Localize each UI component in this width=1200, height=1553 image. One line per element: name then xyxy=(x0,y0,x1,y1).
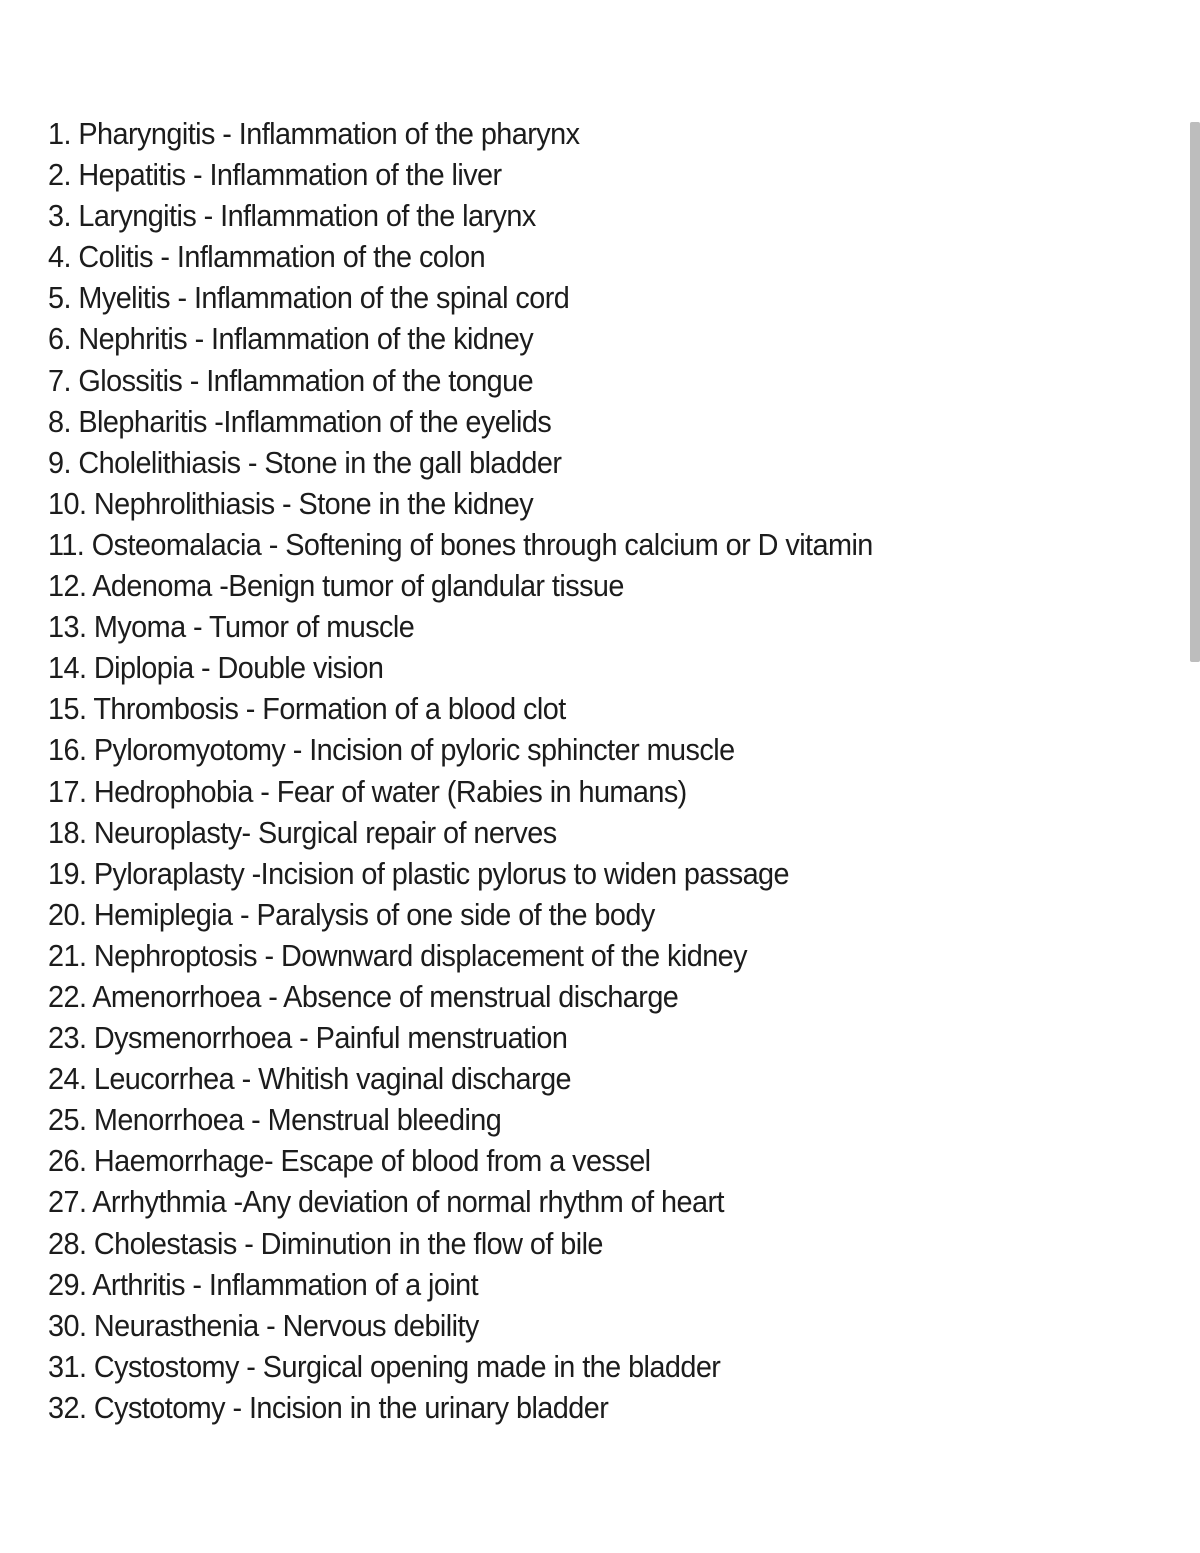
list-item: 8. Blepharitis -Inflammation of the eyelids xyxy=(48,403,552,439)
list-item: 4. Colitis - Inflammation of the colon xyxy=(48,239,486,275)
medical-terms-list xyxy=(48,113,1148,1428)
list-item: 11. Osteomalacia - Softening of bones through calcium or D vitamin xyxy=(48,526,873,562)
list-item: 18. Neuroplasty- Surgical repair of nerves xyxy=(48,814,557,850)
list-item: 24. Leucorrhea - Whitish vaginal discharge xyxy=(48,1061,572,1097)
document-body xyxy=(48,113,1148,1428)
list-item: 23. Dysmenorrhoea - Painful menstruation xyxy=(48,1020,568,1056)
list-item: 3. Laryngitis - Inflammation of the larynx xyxy=(48,198,536,234)
list-item: 26. Haemorrhage- Escape of blood from a vessel xyxy=(48,1143,651,1179)
list-item: 20. Hemiplegia - Paralysis of one side of the body xyxy=(48,896,655,932)
list-item: 12. Adenoma -Benign tumor of glandular tissue xyxy=(48,568,624,604)
list-item: 22. Amenorrhoea - Absence of menstrual discharge xyxy=(48,978,679,1014)
list-item: 29. Arthritis - Inflammation of a joint xyxy=(48,1266,479,1302)
list-item: 17. Hedrophobia - Fear of water (Rabies in humans) xyxy=(48,773,687,809)
list-item: 1. Pharyngitis - Inflammation of the pharynx xyxy=(48,116,580,151)
list-item: 19. Pyloraplasty -Incision of plastic pylorus to widen passage xyxy=(48,855,790,891)
list-item: 15. Thrombosis - Formation of a blood clot xyxy=(48,691,566,727)
list-item: 7. Glossitis - Inflammation of the tongue xyxy=(48,362,534,398)
list-item: 28. Cholestasis - Diminution in the flow of bile xyxy=(48,1225,603,1261)
list-item: 14. Diplopia - Double vision xyxy=(48,650,384,686)
list-item: 32. Cystotomy - Incision in the urinary bladder xyxy=(48,1389,609,1425)
list-item: 25. Menorrhoea - Menstrual bleeding xyxy=(48,1102,502,1138)
scrollbar[interactable] xyxy=(1190,122,1200,662)
list-item: 21. Nephroptosis - Downward displacement of the kidney xyxy=(48,937,748,973)
list-item: 27. Arrhythmia -Any deviation of normal rhythm of heart xyxy=(48,1184,724,1220)
list-item: 5. Myelitis - Inflammation of the spinal cord xyxy=(48,280,570,316)
list-item: 16. Pyloromyotomy - Incision of pyloric sphincter muscle xyxy=(48,732,735,768)
list-item: 10. Nephrolithiasis - Stone in the kidney xyxy=(48,485,534,521)
list-item: 6. Nephritis - Inflammation of the kidney xyxy=(48,321,534,357)
list-item: 2. Hepatitis - Inflammation of the liver xyxy=(48,157,502,193)
list-item: 13. Myoma - Tumor of muscle xyxy=(48,609,415,645)
list-item: 9. Cholelithiasis - Stone in the gall bladder xyxy=(48,444,562,480)
list-item: 30. Neurasthenia - Nervous debility xyxy=(48,1307,479,1343)
list-item: 31. Cystostomy - Surgical opening made in the bladder xyxy=(48,1348,721,1384)
